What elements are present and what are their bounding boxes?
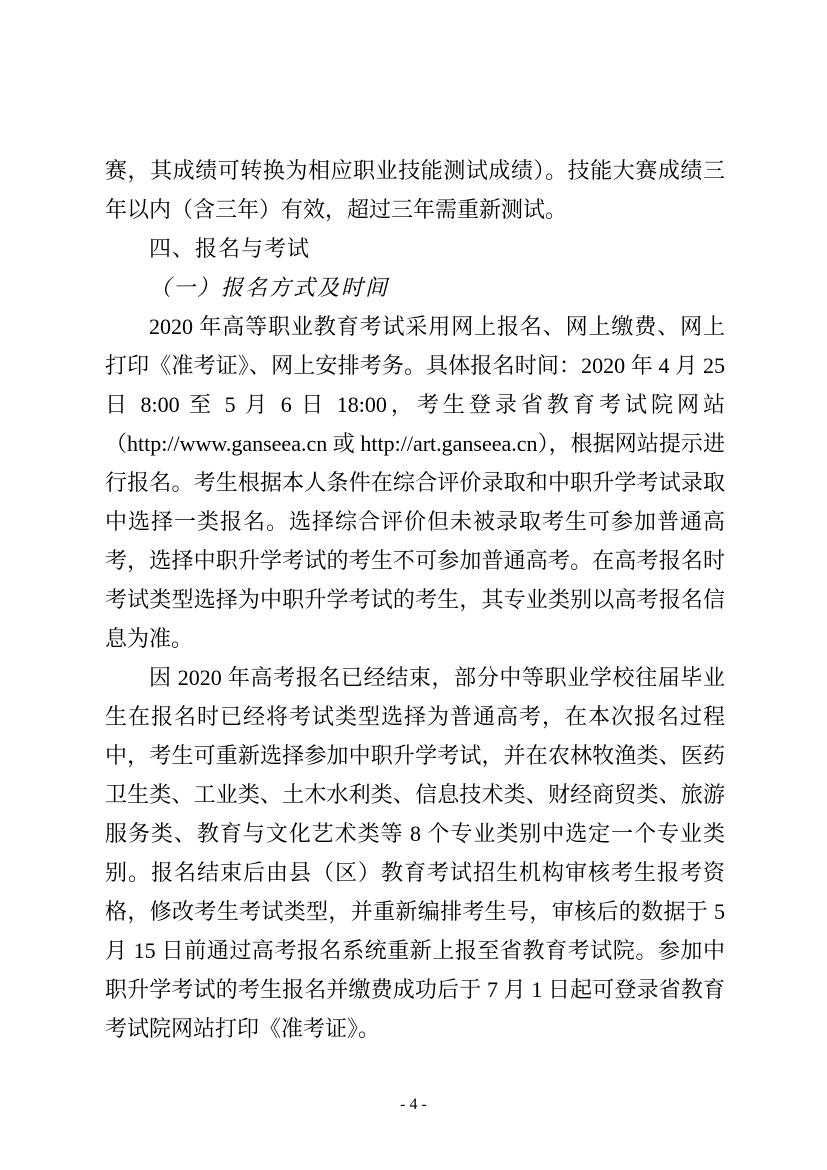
document-body bbox=[105, 151, 725, 1048]
page-number: - 4 - bbox=[400, 1096, 427, 1113]
page-footer bbox=[0, 1094, 827, 1116]
section-heading: 四、报名与考试 bbox=[149, 236, 311, 261]
paragraph-registration-process: 因 2020 年高考报名已经结束，部分中等职业学校往届毕业生在报名时已经将考试类型选择为普通高考，在本次报名过程中，考生可重新选择参加中职升学考试，并在农林牧渔类、医药卫生类、工业类、土木水利类、信息技术类、财经商贸类、旅游服务类、教育与文化艺术类等 8 个专业类别中选定一个专业类别。报名结束后由县（区）教育考试招生机构审核考生报考资格，修改考生考试类型，并重新编排考生号，审核后的数据于 5 月 15 日前通过高考报名系统重新上报至省教育考试院。参加中职升学考试的考生报名并缴费成功后于 7 月 1 日起可登录省教育考试院网站打印《准考证》。 bbox=[105, 665, 725, 1041]
paragraph-continuation: 赛，其成绩可转换为相应职业技能测试成绩）。技能大赛成绩三年以内（含三年）有效，超过三年需重新测试。 bbox=[105, 158, 725, 222]
subsection-heading: （一）报名方式及时间 bbox=[149, 275, 390, 300]
paragraph-registration-method: 2020 年高等职业教育考试采用网上报名、网上缴费、网上打印《准考证》、网上安排考务。具体报名时间：2020 年 4 月 25 日 8:00 至 5 月 6 日 18:00，考生登录省教育考试院网站（http://www.ganseea.cn 或 http://art.ganseea.cn），根据网站提示进行报名。考生根据本人条件在综合评价录取和中职升学考试录取中选择一类报名。选择综合评价但未被录取考生可参加普通高考，选择中职升学考试的考生不可参加普通高考。在高考报名时考试类型选择为中职升学考试的考生，其专业类别以高考报名信息为准。 bbox=[105, 314, 725, 651]
